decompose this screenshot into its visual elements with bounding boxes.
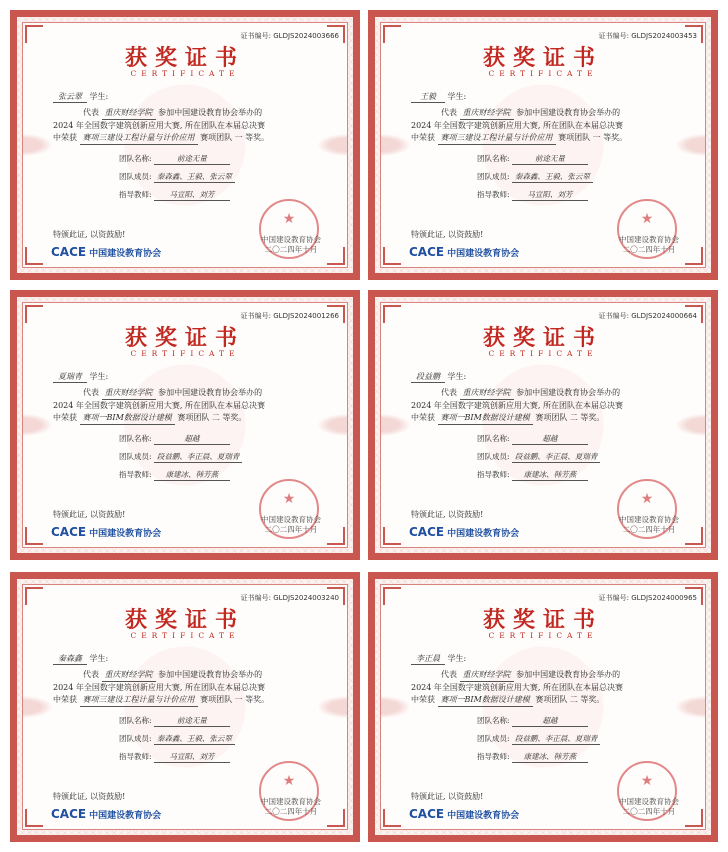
- team-name-value: 超越: [512, 715, 588, 727]
- school-name: 重庆财经学院: [102, 107, 156, 120]
- corner-ornament: [25, 809, 43, 827]
- paragraph-line2: 2024 年全国数字建筑创新应用大赛, 所在团队在本届总决赛: [411, 683, 623, 692]
- certificate-subtitle: CERTIFICATE: [130, 69, 240, 78]
- paragraph-line2: 2024 年全国数字建筑创新应用大赛, 所在团队在本届总决赛: [411, 121, 623, 130]
- team-name-value: 前途无量: [512, 153, 588, 165]
- paragraph-line1: 参加中国建设教育协会举办的: [516, 670, 621, 679]
- issuer-block: [261, 515, 321, 535]
- team-members-label: 团队成员:: [477, 452, 510, 461]
- certificate-subtitle: CERTIFICATE: [488, 69, 598, 78]
- recipient-name: 李正晨: [411, 653, 445, 665]
- advisor-value: 马宣阳、刘芳: [154, 189, 230, 201]
- corner-ornament: [25, 247, 43, 265]
- award-paragraph: [53, 669, 323, 707]
- issue-date: 二〇二四年十月: [264, 525, 318, 534]
- certificate: [10, 572, 360, 842]
- certificate-title: 获奖证书: [124, 45, 245, 71]
- official-seal-icon: ★: [617, 479, 677, 539]
- paragraph-line3-prefix: 中荣获: [411, 413, 435, 422]
- issuer-block: [261, 235, 321, 255]
- recipient-line: [411, 371, 466, 383]
- corner-ornament: [25, 527, 43, 545]
- team-name-value: 超越: [512, 433, 588, 445]
- advisor-field: [119, 189, 230, 201]
- paragraph-line1: 参加中国建设教育协会举办的: [516, 388, 621, 397]
- project-name: 赛项三建设工程计量与计价应用: [80, 132, 198, 145]
- certificate-title: 获奖证书: [482, 45, 603, 71]
- team-members-field: [477, 171, 593, 183]
- advisor-value: 马宣阳、刘芳: [154, 751, 230, 763]
- award-paragraph: [411, 107, 681, 145]
- team-members-value: 秦森鑫、王毅、张云翠: [154, 171, 235, 183]
- paragraph-line2: 2024 年全国数字建筑创新应用大赛, 所在团队在本届总决赛: [53, 121, 265, 130]
- paragraph-line3-suffix: 赛项团队 一 等奖。: [558, 133, 628, 142]
- issuer-block: [619, 515, 679, 535]
- corner-ornament: [685, 809, 703, 827]
- team-name-value: 前途无量: [154, 715, 230, 727]
- logo-org-name: 中国建设教育协会: [447, 249, 520, 259]
- representative-label: 代表: [83, 670, 99, 679]
- official-seal-icon: ★: [259, 479, 319, 539]
- issue-date: 二〇二四年十月: [622, 525, 676, 534]
- advisor-label: 指导教师:: [477, 752, 510, 761]
- advisor-value: 康建冰、韩芳燕: [512, 751, 588, 763]
- closing-text: 特颁此证, 以资鼓励!: [53, 510, 126, 519]
- cace-logo: [51, 245, 161, 259]
- official-seal-icon: ★: [259, 761, 319, 821]
- recipient-suffix: 学生:: [89, 92, 109, 101]
- certificate-inner-border: [22, 584, 348, 830]
- award-paragraph: [53, 387, 323, 425]
- paragraph-line1: 参加中国建设教育协会举办的: [158, 670, 263, 679]
- corner-ornament: [327, 247, 345, 265]
- certificate-number: 证书编号: GLDJS2024001266: [240, 312, 339, 320]
- certificate-number: 证书编号: GLDJS2024000664: [598, 312, 697, 320]
- issuer-block: [261, 797, 321, 817]
- corner-ornament: [685, 527, 703, 545]
- logo-org-name: 中国建设教育协会: [89, 811, 162, 821]
- paragraph-line3-prefix: 中荣获: [53, 413, 77, 422]
- award-paragraph: [411, 387, 681, 425]
- team-name-field: [119, 433, 230, 445]
- recipient-suffix: 学生:: [447, 92, 467, 101]
- paragraph-line3-suffix: 赛项团队 二 等奖。: [535, 695, 605, 704]
- closing-text: 特颁此证, 以资鼓励!: [53, 792, 126, 801]
- team-name-label: 团队名称:: [477, 716, 510, 725]
- representative-label: 代表: [441, 670, 457, 679]
- logo-org-name: 中国建设教育协会: [89, 529, 162, 539]
- closing-text: 特颁此证, 以资鼓励!: [411, 230, 484, 239]
- paragraph-line1: 参加中国建设教育协会举办的: [158, 388, 263, 397]
- school-name: 重庆财经学院: [102, 669, 156, 682]
- certificate: [368, 290, 718, 560]
- paragraph-line3-suffix: 赛项团队 一 等奖。: [200, 133, 270, 142]
- cace-logo: [409, 807, 519, 821]
- team-members-label: 团队成员:: [477, 734, 510, 743]
- paragraph-line1: 参加中国建设教育协会举办的: [516, 108, 621, 117]
- team-name-value: 超越: [154, 433, 230, 445]
- paragraph-line3-suffix: 赛项团队 一 等奖。: [200, 695, 270, 704]
- paragraph-line3-prefix: 中荣获: [53, 695, 77, 704]
- project-name: 赛项一BIM数据设计建模: [438, 412, 533, 425]
- paragraph-line2: 2024 年全国数字建筑创新应用大赛, 所在团队在本届总决赛: [53, 683, 265, 692]
- certificate-number: 证书编号: GLDJS2024003240: [240, 594, 339, 602]
- award-paragraph: [411, 669, 681, 707]
- advisor-value: 马宣阳、刘芳: [512, 189, 588, 201]
- issue-date: 二〇二四年十月: [264, 807, 318, 816]
- recipient-line: [411, 91, 466, 103]
- team-name-label: 团队名称:: [119, 154, 152, 163]
- recipient-suffix: 学生:: [89, 654, 109, 663]
- closing-text: 特颁此证, 以资鼓励!: [411, 792, 484, 801]
- school-name: 重庆财经学院: [460, 107, 514, 120]
- issuer-block: [619, 797, 679, 817]
- cace-logo: [51, 807, 161, 821]
- paragraph-line1: 参加中国建设教育协会举办的: [158, 108, 263, 117]
- certificate: [368, 10, 718, 280]
- issuer-name: 中国建设教育协会: [261, 515, 321, 524]
- closing-text: 特颁此证, 以资鼓励!: [53, 230, 126, 239]
- team-members-field: [119, 733, 235, 745]
- advisor-field: [477, 751, 588, 763]
- certificate-subtitle: CERTIFICATE: [488, 631, 598, 640]
- corner-ornament: [327, 809, 345, 827]
- certificate: [10, 10, 360, 280]
- team-name-label: 团队名称:: [119, 716, 152, 725]
- team-members-label: 团队成员:: [119, 734, 152, 743]
- team-name-field: [477, 153, 588, 165]
- issue-date: 二〇二四年十月: [622, 245, 676, 254]
- issue-date: 二〇二四年十月: [622, 807, 676, 816]
- project-name: 赛项三建设工程计量与计价应用: [438, 132, 556, 145]
- paragraph-line2: 2024 年全国数字建筑创新应用大赛, 所在团队在本届总决赛: [411, 401, 623, 410]
- official-seal-icon: ★: [617, 761, 677, 821]
- school-name: 重庆财经学院: [460, 387, 514, 400]
- representative-label: 代表: [441, 388, 457, 397]
- team-members-label: 团队成员:: [119, 452, 152, 461]
- certificate-subtitle: CERTIFICATE: [130, 631, 240, 640]
- certificate-inner-border: [380, 22, 706, 268]
- team-name-value: 前途无量: [154, 153, 230, 165]
- advisor-field: [119, 751, 230, 763]
- logo-text: CACE: [409, 245, 445, 259]
- certificate-title: 获奖证书: [124, 325, 245, 351]
- certificate-subtitle: CERTIFICATE: [130, 349, 240, 358]
- certificate-number: 证书编号: GLDJS2024000965: [598, 594, 697, 602]
- advisor-label: 指导教师:: [119, 752, 152, 761]
- issuer-name: 中国建设教育协会: [261, 797, 321, 806]
- team-members-value: 段益鹏、李正晨、夏瑞青: [512, 451, 601, 463]
- logo-org-name: 中国建设教育协会: [447, 529, 520, 539]
- recipient-line: [53, 371, 108, 383]
- advisor-field: [477, 469, 588, 481]
- recipient-name: 秦森鑫: [53, 653, 87, 665]
- school-name: 重庆财经学院: [102, 387, 156, 400]
- recipient-line: [53, 653, 108, 665]
- team-name-label: 团队名称:: [477, 154, 510, 163]
- team-members-field: [119, 451, 242, 463]
- advisor-label: 指导教师:: [119, 190, 152, 199]
- project-name: 赛项三建设工程计量与计价应用: [80, 694, 198, 707]
- certificate-inner-border: [22, 302, 348, 548]
- issuer-block: [619, 235, 679, 255]
- logo-text: CACE: [51, 525, 87, 539]
- team-members-label: 团队成员:: [477, 172, 510, 181]
- school-name: 重庆财经学院: [460, 669, 514, 682]
- recipient-name: 王毅: [411, 91, 445, 103]
- recipient-name: 段益鹏: [411, 371, 445, 383]
- certificate-inner-border: [380, 302, 706, 548]
- logo-text: CACE: [51, 807, 87, 821]
- team-name-field: [477, 433, 588, 445]
- paragraph-line3-prefix: 中荣获: [53, 133, 77, 142]
- team-name-field: [119, 153, 230, 165]
- issuer-name: 中国建设教育协会: [619, 235, 679, 244]
- cace-logo: [409, 245, 519, 259]
- team-name-label: 团队名称:: [119, 434, 152, 443]
- advisor-label: 指导教师:: [119, 470, 152, 479]
- recipient-suffix: 学生:: [89, 372, 109, 381]
- recipient-suffix: 学生:: [447, 654, 467, 663]
- team-members-field: [477, 733, 600, 745]
- advisor-label: 指导教师:: [477, 470, 510, 479]
- paragraph-line3-prefix: 中荣获: [411, 133, 435, 142]
- certificate: [10, 290, 360, 560]
- advisor-label: 指导教师:: [477, 190, 510, 199]
- advisor-value: 康建冰、韩芳燕: [154, 469, 230, 481]
- team-members-value: 段益鹏、李正晨、夏瑞青: [154, 451, 243, 463]
- advisor-field: [477, 189, 588, 201]
- paragraph-line3-suffix: 赛项团队 二 等奖。: [177, 413, 247, 422]
- recipient-name: 张云翠: [53, 91, 87, 103]
- team-members-value: 秦森鑫、王毅、张云翠: [154, 733, 235, 745]
- certificate-inner-border: [22, 22, 348, 268]
- corner-ornament: [383, 809, 401, 827]
- award-paragraph: [53, 107, 323, 145]
- certificate-title: 获奖证书: [124, 607, 245, 633]
- paragraph-line3-suffix: 赛项团队 二 等奖。: [535, 413, 605, 422]
- recipient-name: 夏瑞青: [53, 371, 87, 383]
- team-name-label: 团队名称:: [477, 434, 510, 443]
- cace-logo: [51, 525, 161, 539]
- certificate-title: 获奖证书: [482, 325, 603, 351]
- closing-text: 特颁此证, 以资鼓励!: [411, 510, 484, 519]
- logo-text: CACE: [51, 245, 87, 259]
- recipient-suffix: 学生:: [447, 372, 467, 381]
- certificate-number: 证书编号: GLDJS2024003666: [240, 32, 339, 40]
- representative-label: 代表: [83, 388, 99, 397]
- logo-org-name: 中国建设教育协会: [447, 811, 520, 821]
- corner-ornament: [685, 247, 703, 265]
- team-members-value: 秦森鑫、王毅、张云翠: [512, 171, 593, 183]
- corner-ornament: [383, 527, 401, 545]
- advisor-value: 康建冰、韩芳燕: [512, 469, 588, 481]
- corner-ornament: [327, 527, 345, 545]
- logo-org-name: 中国建设教育协会: [89, 249, 162, 259]
- issuer-name: 中国建设教育协会: [619, 515, 679, 524]
- cace-logo: [409, 525, 519, 539]
- issue-date: 二〇二四年十月: [264, 245, 318, 254]
- team-name-field: [477, 715, 588, 727]
- representative-label: 代表: [83, 108, 99, 117]
- certificate-number: 证书编号: GLDJS2024003453: [598, 32, 697, 40]
- paragraph-line3-prefix: 中荣获: [411, 695, 435, 704]
- project-name: 赛项一BIM数据设计建模: [80, 412, 175, 425]
- recipient-line: [411, 653, 466, 665]
- team-members-field: [119, 171, 235, 183]
- advisor-field: [119, 469, 230, 481]
- logo-text: CACE: [409, 525, 445, 539]
- logo-text: CACE: [409, 807, 445, 821]
- recipient-line: [53, 91, 108, 103]
- project-name: 赛项一BIM数据设计建模: [438, 694, 533, 707]
- certificate: [368, 572, 718, 842]
- representative-label: 代表: [441, 108, 457, 117]
- official-seal-icon: ★: [259, 199, 319, 259]
- team-name-field: [119, 715, 230, 727]
- team-members-value: 段益鹏、李正晨、夏瑞青: [512, 733, 601, 745]
- team-members-label: 团队成员:: [119, 172, 152, 181]
- paragraph-line2: 2024 年全国数字建筑创新应用大赛, 所在团队在本届总决赛: [53, 401, 265, 410]
- certificate-title: 获奖证书: [482, 607, 603, 633]
- certificate-subtitle: CERTIFICATE: [488, 349, 598, 358]
- issuer-name: 中国建设教育协会: [619, 797, 679, 806]
- issuer-name: 中国建设教育协会: [261, 235, 321, 244]
- official-seal-icon: ★: [617, 199, 677, 259]
- corner-ornament: [383, 247, 401, 265]
- team-members-field: [477, 451, 600, 463]
- certificate-inner-border: [380, 584, 706, 830]
